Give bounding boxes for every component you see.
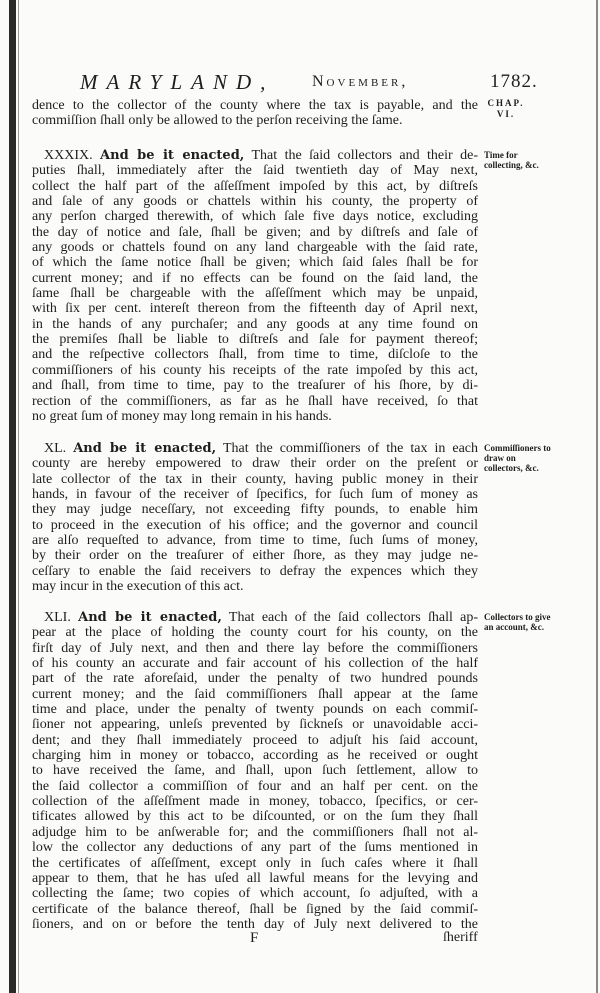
text-line: rection of the commiſſioners, as far as he ſhall have received, ſo that	[32, 393, 478, 409]
text-line: time and place, under the penalty of twenty pounds on each commiſ-	[32, 702, 478, 718]
text-line: ſioner not appearing, unleſs prevented by ſickneſs or unavoidable acci-	[32, 717, 478, 733]
text-line: in the hands of any purchaſer; and any goods at any time found on	[32, 316, 478, 332]
section-first-line	[32, 610, 478, 625]
section-xxxix	[32, 148, 478, 424]
text-line: the certificates of aſſeſſment, except only in ſuch caſes where it ſhall	[32, 855, 478, 871]
running-header	[0, 70, 600, 94]
text-line: collecting the ſame; two copies of which account, ſo adjuſted, with a	[32, 886, 478, 902]
enacting-clause: And be it enacted,	[73, 441, 217, 456]
text-line: the ſaid collector a commiſſion of four and an half per cent. on the	[32, 778, 478, 794]
header-month: November,	[312, 73, 409, 90]
text-line: dent; and they ſhall immediately proceed to adjuſt his ſaid account,	[32, 732, 478, 748]
text-line: pear at the place of holding the county court for his county, on the	[32, 625, 478, 641]
text-line: adjudge him to be anſwerable for; and the commiſſioners ſhall not al-	[32, 824, 478, 840]
text-line: commiſſion ſhall only be allowed to the perſon receiving the ſame.	[32, 113, 403, 129]
page-gutter-line	[18, 0, 19, 993]
catchword: ſheriff	[443, 930, 478, 945]
continuation-paragraph	[32, 98, 478, 129]
section-number: XL.	[44, 441, 67, 456]
text-line: collection of the aſſeſſment made in money, tobacco, ſpecifics, or cer-	[32, 794, 478, 810]
section-xli	[32, 610, 478, 932]
first-line-text: That the commiſſioners of the tax in each	[222, 441, 479, 456]
text-line: to proceed in the execution of his office; and the governor and council	[32, 517, 478, 533]
header-year: 1782.	[490, 71, 538, 92]
text-line: they may judge neceſſary, not exceeding fifty pounds, to enable him	[32, 502, 478, 518]
page-binding-edge	[9, 0, 16, 993]
text-line: to have received the ſame, and ſhall, upon ſuch ſettlement, allow to	[32, 763, 478, 779]
text-line: by their order on the treaſurer of either ſhore, as they may judge ne-	[32, 548, 478, 564]
text-line: the premiſes ſhall be liable to diſtreſs and ſale for payment thereof;	[32, 332, 478, 348]
enacting-clause: And be it enacted,	[100, 148, 245, 163]
text-line: charging him in money or tobacco, according as he received or ought	[32, 748, 478, 764]
text-line: current money; and if no effects can be found on the ſaid land, the	[32, 270, 478, 286]
enacting-clause: And be it enacted,	[78, 610, 222, 625]
text-line: low the collector any deductions of any part of the ſums mentioned in	[32, 840, 478, 856]
text-line: of which the ſame notice ſhall be given; which ſaid ſales ſhall be for	[32, 255, 478, 271]
text-line: puties ſhall, immediately after the ſaid twentieth day of May next,	[32, 163, 478, 179]
text-line: and ſhall, from time to time, pay to the treaſurer of his ſhore, by di-	[32, 378, 478, 394]
page-right-edge	[596, 0, 598, 993]
header-state: MARYLAND,	[80, 70, 275, 94]
text-line: and ſale of any goods or chattels within his county, the property of	[32, 194, 478, 210]
text-line: are alſo requeſted to advance, from time to time, ſuch ſums of money,	[32, 533, 478, 549]
text-line: with ſix per cent. intereſt thereon from the fifteenth day of April next,	[32, 301, 478, 317]
section-xl	[32, 441, 478, 594]
section-first-line	[32, 441, 478, 456]
chapter-label: CHAP.	[487, 98, 525, 108]
text-line: ſioners, and on or before the tenth day of July next delivered to the	[32, 916, 478, 932]
text-line: and the reſpective collectors ſhall, from time to time, diſcloſe to the	[32, 347, 478, 363]
section-number: XXXIX.	[44, 148, 93, 163]
text-line: any goods or chattels found on any land chargeable with the ſaid rate,	[32, 240, 478, 256]
section-number: XLI.	[44, 610, 71, 625]
chapter-marker	[486, 98, 526, 120]
margin-note-xxxix: Time for collecting, &c.	[484, 150, 539, 170]
text-line: county are hereby empowered to draw their order on the preſent or	[32, 456, 478, 472]
section-first-line	[32, 148, 478, 163]
text-line: commiſſioners of his county his receipts of the rate impoſed by this act,	[32, 362, 478, 378]
text-line: appear to them, that he has uſed all lawful means for the levying and	[32, 870, 478, 886]
margin-note-xli: Collectors to give an account, &c.	[484, 612, 551, 632]
signature-mark: F	[250, 930, 259, 946]
text-line: may incur in the execution of this act.	[32, 579, 244, 595]
text-line: no great ſum of money may long remain in his hands.	[32, 408, 332, 424]
text-line: tificates allowed by this act to be diſcounted, or on the ſum they ſhall	[32, 809, 478, 825]
first-line-text: That each of the ſaid collectors ſhall ap-	[228, 610, 478, 625]
text-line: late collector of the tax in their county, having public money in their	[32, 471, 478, 487]
chapter-number: VI.	[496, 109, 516, 119]
text-line: the day of notice and ſale, ſhall be given; and by diſtreſs and ſale of	[32, 224, 478, 240]
text-line: firſt day of July next, and then and there lay before the commiſſioners	[32, 640, 478, 656]
text-line: collect the half part of the aſſeſſment impoſed by this act, by diſtreſs	[32, 178, 478, 194]
text-line: ſame ſhall be chargeable with the aſſeſſment which may be unpaid,	[32, 286, 478, 302]
text-line: dence to the collector of the county where the tax is payable, and the	[32, 98, 478, 113]
text-line: hands, in favour of the receiver of ſpecifics, for ſuch ſum of money as	[32, 487, 478, 503]
text-line: certificate of the balance thereof, ſhall be ſigned by the ſaid commiſ-	[32, 901, 478, 917]
text-line: ceſſary to enable the ſaid receivers to defray the expences which they	[32, 563, 478, 579]
text-line: of his county an accurate and fair account of his collection of the half	[32, 656, 478, 672]
text-line: current money; and the ſaid commiſſioners ſhall appear at the ſame	[32, 686, 478, 702]
text-line: any perſon charged therewith, of which ſale five days notice, excluding	[32, 209, 478, 225]
margin-note-xl: Commiſſioners to draw on collectors, &c.	[484, 443, 551, 473]
first-line-text: That the ſaid collectors and their de-	[251, 148, 479, 163]
text-line: part of the rate aforeſaid, under the penalty of two hundred pounds	[32, 671, 478, 687]
